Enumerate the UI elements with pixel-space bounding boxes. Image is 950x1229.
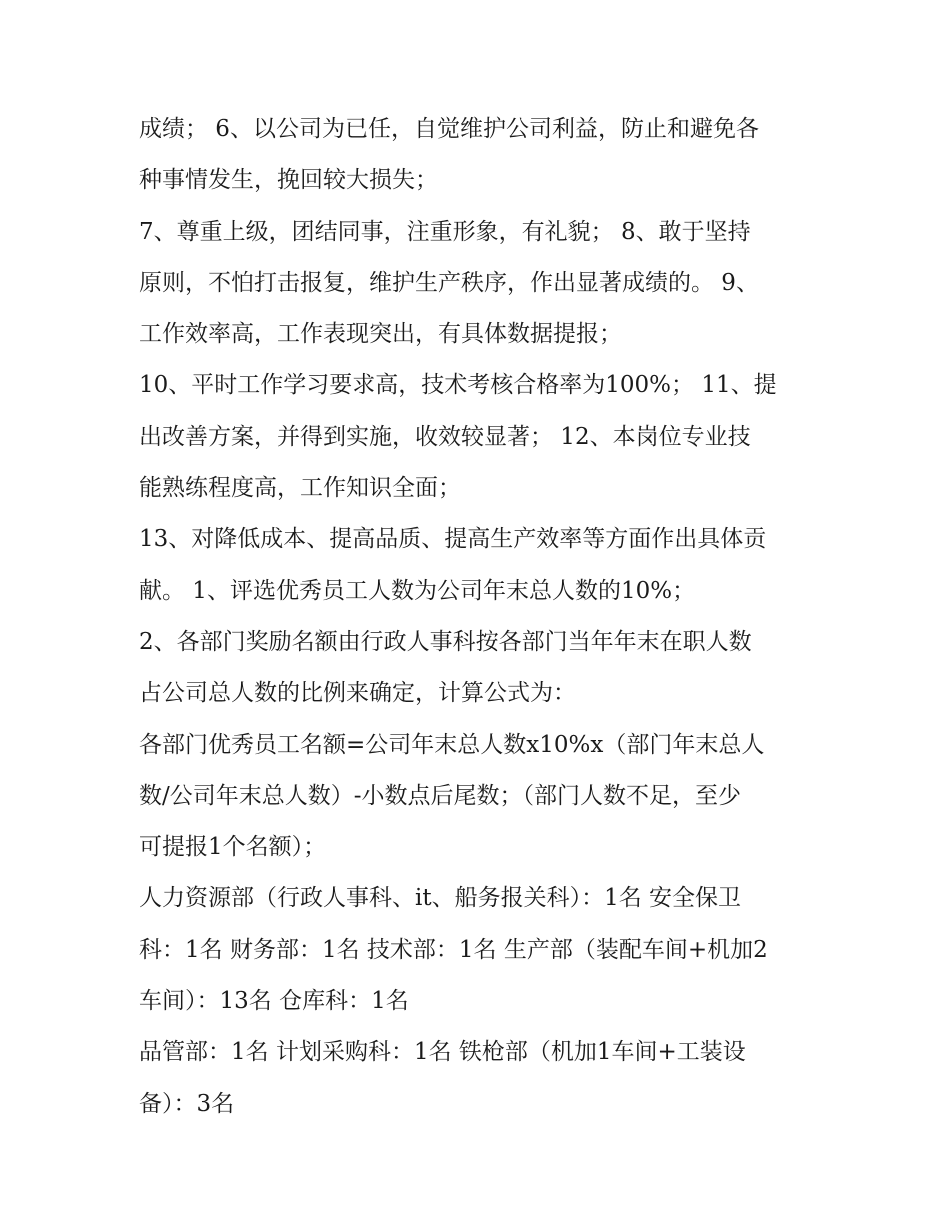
paragraph-department-quotas — [139, 873, 811, 1027]
text-line: 7、尊重上级，团结同事，注重形象，有礼貌； 8、敢于坚持 — [139, 218, 751, 245]
text-line: 占公司总人数的比例来确定，计算公式为： — [139, 680, 576, 707]
text-line: 各部门优秀员工名额=公司年末总人数x10%x（部门年末总人 — [139, 731, 765, 758]
paragraph-department-quotas-continued — [139, 1027, 811, 1130]
text-line: 出改善方案，并得到实施，收效较显著； 12、本岗位专业技 — [139, 423, 751, 450]
paragraph-merit-criteria-13 — [139, 514, 811, 617]
text-line: 车间）：13名 仓库科：1名 — [139, 988, 409, 1015]
text-line: 能熟练程度高，工作知识全面； — [139, 475, 461, 502]
text-line: 2、各部门奖励名额由行政人事科按各部门当年年末在职人数 — [139, 628, 752, 655]
text-line: 原则，不怕打击报复，维护生产秩序，作出显著成绩的。 9、 — [139, 269, 759, 296]
document-body — [139, 104, 811, 1130]
text-line: 品管部：1名 计划采购科：1名 铁枪部（机加1车间+工装设 — [139, 1039, 746, 1066]
text-line: 科：1名 财务部：1名 技术部：1名 生产部（装配车间+机加2 — [139, 936, 768, 963]
text-line: 种事情发生，挽回较大损失； — [139, 167, 438, 194]
paragraph-merit-criteria-7-9 — [139, 207, 811, 361]
text-line: 10、平时工作学习要求高，技术考核合格率为100%； 11、提 — [139, 372, 777, 399]
paragraph-quota-formula — [139, 720, 811, 874]
text-line: 备）：3名 — [139, 1090, 235, 1117]
paragraph-quota-rule — [139, 617, 811, 720]
text-line: 献。 1、评选优秀员工人数为公司年末总人数的10%； — [139, 577, 696, 604]
text-line: 工作效率高，工作表现突出，有具体数据提报； — [139, 321, 622, 348]
text-line: 13、对降低成本、提高品质、提高生产效率等方面作出具体贡 — [139, 526, 767, 553]
text-line: 数/公司年末总人数）-小数点后尾数；（部门人数不足，至少 — [139, 782, 742, 809]
paragraph-merit-criteria-10-12 — [139, 360, 811, 514]
text-line: 人力资源部（行政人事科、it、船务报关科）：1名 安全保卫 — [139, 885, 742, 912]
text-line: 成绩； 6、以公司为已任，自觉维护公司利益，防止和避免各 — [139, 116, 759, 142]
paragraph-merit-criteria-6 — [139, 104, 811, 207]
text-line: 可提报1个名额）； — [139, 834, 327, 861]
